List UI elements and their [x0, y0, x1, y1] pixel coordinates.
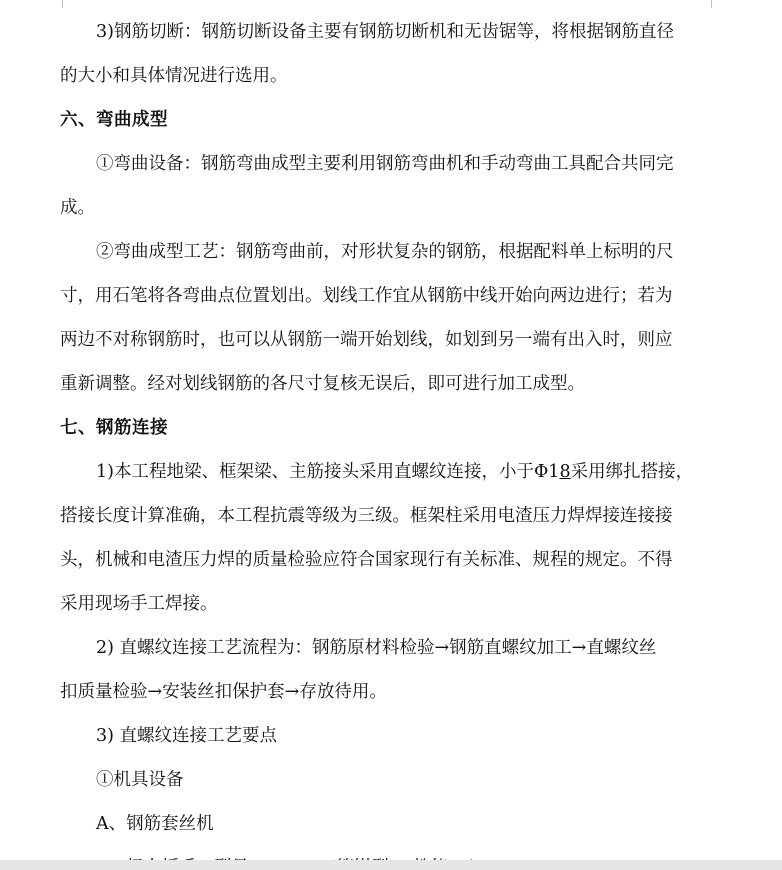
paragraph-line: 成。: [60, 198, 95, 218]
section-heading-6: 六、弯曲成型: [60, 110, 168, 130]
paragraph-line: 重新调整。经对划线钢筋的各尺寸复核无误后，即可进行加工成型。: [60, 374, 585, 394]
paragraph-line: 的大小和具体情况进行选用。: [60, 66, 288, 86]
paragraph-line: ②弯曲成型工艺：钢筋弯曲前，对形状复杂的钢筋，根据配料单上标明的尺: [96, 242, 674, 262]
paragraph-line: 扣质量检验→安装丝扣保护套→存放待用。: [60, 682, 387, 702]
paragraph-line: 寸，用石笔将各弯曲点位置划出。划线工作宜从钢筋中线开始向两边进行；若为: [60, 286, 673, 306]
page-bottom-edge: [0, 860, 782, 870]
paragraph-text: 1)本工程地梁、框架梁、主筋接头采用直螺纹连接，小于Φ1: [96, 462, 560, 482]
section-heading-7: 七、钢筋连接: [60, 418, 168, 438]
paragraph-line: 3)钢筋切断：钢筋切断设备主要有钢筋切断机和无齿锯等，将根据钢筋直径: [96, 22, 674, 42]
paragraph-line: 采用现场手工焊接。: [60, 594, 218, 614]
paragraph-line: A、钢筋套丝机: [96, 814, 214, 834]
paragraph-line: ①弯曲设备：钢筋弯曲成型主要利用钢筋弯曲机和手动弯曲工具配合共同完: [96, 154, 674, 174]
page-corner-mark-left: [42, 0, 63, 8]
paragraph-line: 2) 直螺纹连接工艺流程为：钢筋原材料检验→钢筋直螺纹加工→直螺纹丝: [96, 638, 657, 658]
paragraph-line: [96, 450, 693, 494]
page-corner-mark-right: [711, 0, 732, 8]
paragraph-line: 3) 直螺纹连接工艺要点: [96, 726, 278, 746]
paragraph-text: 采用绑扎搭接，: [570, 462, 694, 482]
paragraph-line: 两边不对称钢筋时，也可以从钢筋一端开始划线，如划到另一端有出入时，则应: [60, 330, 673, 350]
paragraph-line: ①机具设备: [96, 770, 184, 790]
underlined-number: 8: [559, 462, 571, 482]
paragraph-line: 头，机械和电渣压力焊的质量检验应符合国家现行有关标准、规程的规定。不得: [60, 550, 673, 570]
paragraph-line: 搭接长度计算准确，本工程抗震等级为三级。框架柱采用电渣压力焊焊接连接接: [60, 506, 673, 526]
